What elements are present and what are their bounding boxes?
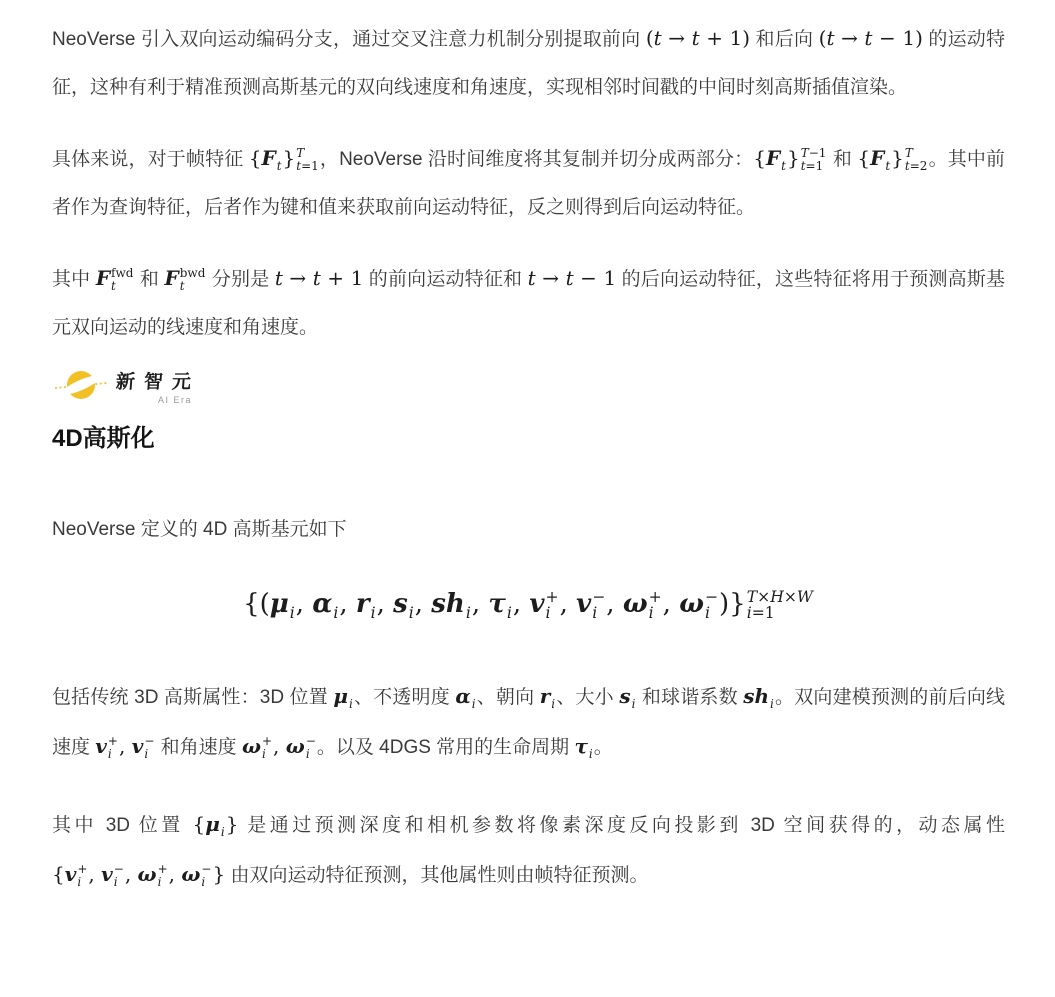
paragraph-position-prediction: 其中 3D 位置 {μ i } 是通过预测深度和相机参数将像素深度反向投影到 3D 空间获得的，动态属性 {v + i , v − i , ω + i , ω − i } 由双向运动特征预测，其他属性则由帧特征预测。 (52, 812, 1005, 889)
brand-tagline: AI Era (158, 395, 193, 405)
math-expression: F bwd t (164, 265, 206, 293)
math-expression: t → t − 1 (527, 266, 617, 290)
brand-swirl-icon (54, 364, 108, 408)
brand-logo (54, 360, 1005, 412)
paragraph-definition-intro: NeoVerse 定义的 4D 高斯基元如下 (52, 519, 347, 540)
math-expression: α i (455, 684, 476, 711)
brand-name: 新智元 (115, 371, 201, 393)
math-expression: {F t } T t=2 (857, 145, 928, 173)
section-heading: 4D高斯化 (52, 425, 155, 452)
math-expression: τ i (574, 734, 593, 761)
math-expression: ω + i , ω − i (241, 733, 316, 761)
math-expression: {F t } T−1 t=1 (753, 145, 827, 173)
math-expression: (t → t − 1) (818, 26, 923, 50)
math-expression: {v + i , v − i , ω + i , ω − i } (52, 861, 226, 889)
paragraph-bidirectional-motion: NeoVerse 引入双向运动编码分支，通过交叉注意力机制分别提取前向 (t → t + 1) 和后向 (t → t − 1) 的运动特征，这种有利于精准预测高斯基元的双向线速度和角速度，实现相邻时间戳的中间时刻高斯插值渲染。 (52, 26, 1006, 98)
math-expression: s i (619, 684, 636, 711)
math-expression: r i (539, 684, 556, 711)
math-expression: sh i (743, 684, 774, 711)
brand-text (116, 367, 200, 405)
math-expression: F fwd t (95, 265, 134, 293)
math-expression: {μ i } (192, 812, 239, 839)
paragraph-attributes: 包括传统 3D 高斯属性：3D 位置 μ i 、不透明度 α i 、朝向 r i 、大小 s i 和球谐系数 sh i 。双向建模预测的前后向线速度 v + i , v − i 和角速度 ω + i , ω − i 。以及 4DGS 常用的生命周期 τ i 。 (52, 684, 1005, 761)
paragraph-frame-features: 具体来说，对于帧特征 {F t } T t=1 ，NeoVerse 沿时间维度将其复制并切分成两部分：{F t } T−1 t=1 和 {F t } T t=2 。其中前者作为查询特征，后者作为键和值来获取前向运动特征，反之则得到后向运动特征。 (52, 145, 1005, 218)
math-expression: v + i , v − i (95, 733, 155, 761)
equation-4d-gaussian (52, 568, 1005, 644)
math-expression: μ i (333, 684, 353, 711)
math-expression: t → t + 1 (274, 266, 364, 290)
math-expression: (t → t + 1) (645, 26, 751, 50)
math-expression: {F t } T t=1 (248, 145, 319, 173)
paragraph-fwd-bwd-features: 其中 F fwd t 和 F bwd t 分别是 t → t + 1 的前向运动特征和 t → t − 1 的后向运动特征，这些特征将用于预测高斯基元双向运动的线速度和角速度。 (52, 265, 1006, 338)
math-expression: {(μ i , α i , r i , s i , sh i , τ i , v + i , v − i , ω + i , ω − i )} T×H×W i=1 (243, 587, 813, 622)
